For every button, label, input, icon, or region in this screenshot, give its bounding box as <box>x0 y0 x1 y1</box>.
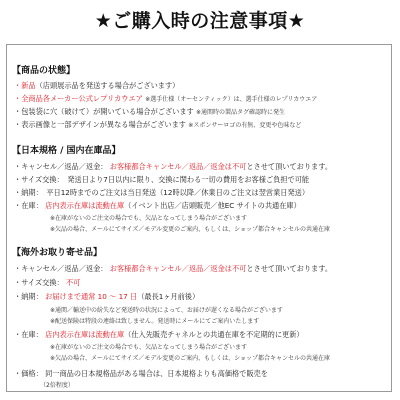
overseas-stock-note-1: ※在庫がないのご注文の場合でも、欠品となってしまう場合がございます <box>50 344 248 351</box>
state-design-note: ※スポンサーロゴの有無、変更や色味など <box>188 122 302 129</box>
overseas-delivery-days: お届けまで通常 10 ～ 17 日 <box>45 292 138 301</box>
overseas-cancel-policy: お客様都合キャンセル／返品／返金は不可 <box>109 264 247 273</box>
overseas-price-label: ・価格： <box>14 369 43 378</box>
section-heading-japan: 【日本規格 / 国内在庫品】 <box>12 146 121 156</box>
japan-stock-note-2: ※欠品の場合、メールにてサイズ／モデル変更のご案内、もしくは、ショップ都合キャンセルの共通在庫 <box>50 226 331 233</box>
overseas-cancel-suffix: とさせて頂いております。 <box>246 264 333 273</box>
overseas-row-size <box>14 278 80 288</box>
state-new-label: ・新品 <box>14 81 36 90</box>
overseas-price-note: （2倍程度） <box>40 382 74 389</box>
state-replica-label: ・全商品各メーカー公式レプリカウエア <box>14 94 143 103</box>
overseas-row-price <box>14 369 268 379</box>
japan-size-text: ・サイズ交換： 発送日より7日以内に限り、交換に関わる一切の費用をお客様ご負担で可能 <box>14 175 310 184</box>
overseas-delivery-max: （最長1ヶ月前後） <box>137 292 200 301</box>
japan-cancel-label: ・キャンセル／返品／返金： <box>14 162 108 171</box>
japan-row-size <box>14 175 309 185</box>
state-row-package <box>14 107 285 118</box>
state-package-note: ※通関時の製品タグ確認時に発生 <box>196 109 286 116</box>
state-row-replica <box>14 94 317 105</box>
state-row-design <box>14 120 301 131</box>
overseas-size-policy: 不可 <box>66 278 81 287</box>
state-design-label: ・表示画像と一部デザインが異なる場合がございます <box>14 120 186 129</box>
japan-delivery-text: ・納期： 平日12時までのご注文は当日発送（12時以降／休業日のご注文は翌営業日発送） <box>14 188 310 197</box>
overseas-stock-note-2: ※欠品の場合、メールにてサイズ／モデル変更のご案内、もしくは、ショップ都合キャンセルの共通在庫 <box>50 355 331 362</box>
japan-stock-note-1: ※在庫がないのご注文の場合でも、欠品となってしまう場合がございます <box>50 215 248 222</box>
japan-stock-policy: 店内表示在庫は流動在庫 <box>45 201 125 210</box>
overseas-row-delivery <box>14 292 199 302</box>
japan-row-cancel <box>14 162 332 172</box>
overseas-cancel-label: ・キャンセル／返品／返金： <box>14 264 108 273</box>
japan-row-stock <box>14 201 301 211</box>
section-heading-overseas: 【海外お取り寄せ品】 <box>12 248 103 258</box>
state-replica-note: ※選手仕様（オーセンティック）は、選手仕様のレプリカウエア <box>145 96 318 103</box>
overseas-delivery-label: ・納期： <box>14 292 43 301</box>
japan-stock-label: ・在庫： <box>14 201 43 210</box>
japan-cancel-suffix: とさせて頂いております。 <box>246 162 333 171</box>
section-heading-state: 【商品の状態】 <box>12 66 76 76</box>
overseas-price-text: 同一商品の日本規格品がある場合は、日本規格よりも高価格で販売を <box>45 369 268 378</box>
japan-cancel-policy: お客様都合キャンセル／返品／返金は不可 <box>109 162 247 171</box>
page-title: ★ご購入時の注意事項★ <box>94 10 306 32</box>
overseas-delivery-note-1: ※通関／輸送中の紛失など発送時の状況によって、お届けが遅くなる場合がございます <box>50 307 283 314</box>
overseas-stock-label: ・在庫： <box>14 330 43 339</box>
overseas-row-stock <box>14 330 304 340</box>
japan-stock-detail: （イベント出店／店頭販売／他EC サイトの共通在庫） <box>124 201 301 210</box>
overseas-stock-policy: 店内表示在庫は流動在庫 <box>45 330 125 339</box>
overseas-stock-detail: （仕入先販売チャネルとの共通在庫を不定期的に更新） <box>124 330 304 339</box>
japan-row-delivery <box>14 188 309 198</box>
overseas-row-cancel <box>14 264 332 274</box>
state-package-label: ・包装袋に穴（破けて）が開いている場合がございます <box>14 107 194 116</box>
overseas-delivery-note-2: ※配送保険は特段の連絡は致しません。発送時にメールにてご案内いたします <box>50 318 260 325</box>
state-new-detail: （店頭展示品を発送する場合がございます） <box>35 81 180 90</box>
state-row-new <box>14 81 179 91</box>
overseas-size-label: ・サイズ交換： <box>14 278 64 287</box>
